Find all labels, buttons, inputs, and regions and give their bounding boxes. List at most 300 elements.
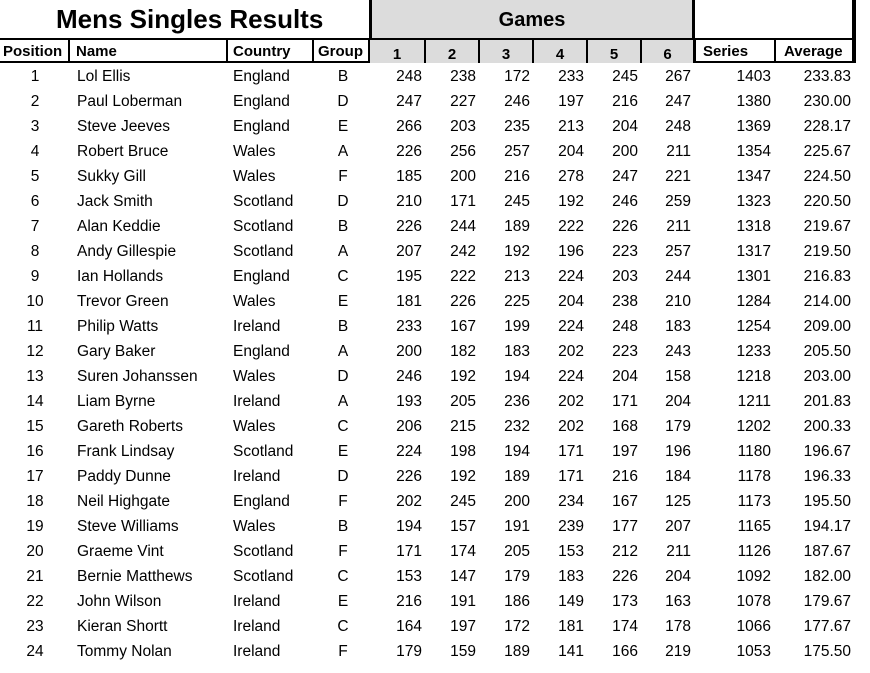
table-row xyxy=(0,239,856,264)
name-cell: Steve Jeeves xyxy=(77,118,171,135)
game-2-score-cell: 256 xyxy=(450,143,476,160)
position-cell: 16 xyxy=(26,443,44,460)
series-cell: 1233 xyxy=(736,343,771,360)
position-cell: 18 xyxy=(26,493,44,510)
position-cell: 13 xyxy=(26,368,44,385)
game-2-score-cell: 238 xyxy=(450,68,476,85)
game-5-score-cell: 247 xyxy=(612,168,638,185)
game-1-score-cell: 200 xyxy=(396,343,422,360)
position-cell: 4 xyxy=(30,143,40,160)
game-1-score-cell: 195 xyxy=(396,268,422,285)
game-4-score-cell: 239 xyxy=(558,518,584,535)
name-cell: Alan Keddie xyxy=(77,218,161,235)
game-1-score-cell: 266 xyxy=(396,118,422,135)
game-3-score-cell: 189 xyxy=(504,218,530,235)
country-cell: Ireland xyxy=(233,593,281,610)
name-cell: Jack Smith xyxy=(77,193,153,210)
game-4-score-cell: 213 xyxy=(558,118,584,135)
game-5-score-cell: 248 xyxy=(612,318,638,335)
name-cell: Liam Byrne xyxy=(77,393,156,410)
position-cell: 5 xyxy=(30,168,40,185)
game-5-score-cell: 212 xyxy=(612,543,638,560)
game-2-score-cell: 215 xyxy=(450,418,476,435)
name-cell: Lol Ellis xyxy=(77,68,131,85)
game-6-score-cell: 125 xyxy=(665,493,691,510)
game-1-score-cell: 248 xyxy=(396,68,422,85)
game-6-score-cell: 267 xyxy=(665,68,691,85)
game-6-score-cell: 158 xyxy=(665,368,691,385)
game-4-score-cell: 204 xyxy=(558,143,584,160)
game-5-score-cell: 223 xyxy=(612,343,638,360)
header-game-6: 6 xyxy=(642,40,696,63)
game-6-score-cell: 178 xyxy=(665,618,691,635)
game-3-score-cell: 216 xyxy=(504,168,530,185)
series-cell: 1126 xyxy=(737,543,771,560)
series-cell: 1354 xyxy=(736,143,771,160)
country-cell: Ireland xyxy=(233,468,281,485)
game-5-score-cell: 203 xyxy=(612,268,638,285)
game-5-score-cell: 238 xyxy=(612,293,638,310)
position-cell: 11 xyxy=(26,318,44,335)
game-3-score-cell: 232 xyxy=(504,418,530,435)
table-row xyxy=(0,439,856,464)
game-1-score-cell: 185 xyxy=(396,168,422,185)
game-5-score-cell: 216 xyxy=(612,93,638,110)
game-6-score-cell: 247 xyxy=(665,93,691,110)
game-1-score-cell: 226 xyxy=(396,143,422,160)
series-cell: 1254 xyxy=(736,318,771,335)
average-cell: 175.50 xyxy=(803,643,851,660)
game-5-score-cell: 216 xyxy=(612,468,638,485)
average-cell: 220.50 xyxy=(803,193,851,210)
country-cell: Wales xyxy=(233,368,276,385)
game-3-score-cell: 194 xyxy=(504,368,530,385)
game-6-score-cell: 211 xyxy=(666,543,691,560)
series-cell: 1053 xyxy=(736,643,771,660)
game-3-score-cell: 189 xyxy=(504,468,530,485)
game-6-score-cell: 219 xyxy=(665,643,691,660)
game-3-score-cell: 194 xyxy=(504,443,530,460)
game-3-score-cell: 246 xyxy=(504,93,530,110)
game-6-score-cell: 248 xyxy=(665,118,691,135)
country-cell: Scotland xyxy=(233,443,294,460)
game-4-score-cell: 141 xyxy=(558,643,584,660)
group-cell: D xyxy=(337,93,349,110)
game-5-score-cell: 168 xyxy=(612,418,638,435)
position-cell: 19 xyxy=(26,518,44,535)
country-cell: England xyxy=(233,118,290,135)
name-cell: Paddy Dunne xyxy=(77,468,171,485)
table-row xyxy=(0,189,856,214)
average-cell: 219.50 xyxy=(803,243,851,260)
game-6-score-cell: 259 xyxy=(665,193,691,210)
game-3-score-cell: 191 xyxy=(504,518,530,535)
average-cell: 216.83 xyxy=(803,268,851,285)
game-3-score-cell: 172 xyxy=(504,68,530,85)
average-cell: 230.00 xyxy=(803,93,851,110)
name-cell: Trevor Green xyxy=(77,293,169,310)
average-cell: 182.00 xyxy=(803,568,851,585)
group-cell: A xyxy=(337,343,349,360)
game-6-score-cell: 184 xyxy=(665,468,691,485)
table-row xyxy=(0,114,856,139)
blank-heading-block xyxy=(695,0,855,40)
game-5-score-cell: 204 xyxy=(612,368,638,385)
game-4-score-cell: 278 xyxy=(558,168,584,185)
group-cell: C xyxy=(337,568,349,585)
game-5-score-cell: 174 xyxy=(612,618,638,635)
name-cell: Paul Loberman xyxy=(77,93,183,110)
game-6-score-cell: 207 xyxy=(665,518,691,535)
series-cell: 1318 xyxy=(736,218,771,235)
group-cell: B xyxy=(337,68,349,85)
series-cell: 1380 xyxy=(736,93,771,110)
series-cell: 1066 xyxy=(736,618,771,635)
group-cell: E xyxy=(337,118,349,135)
average-cell: 194.17 xyxy=(803,518,851,535)
country-cell: Scotland xyxy=(233,543,294,560)
country-cell: Wales xyxy=(233,418,276,435)
group-cell: F xyxy=(338,643,348,660)
game-1-score-cell: 181 xyxy=(396,293,422,310)
game-1-score-cell: 193 xyxy=(396,393,422,410)
right-border xyxy=(852,0,856,40)
game-2-score-cell: 242 xyxy=(450,243,476,260)
name-cell: Sukky Gill xyxy=(77,168,146,185)
table-row xyxy=(0,564,856,589)
series-cell: 1178 xyxy=(737,468,771,485)
group-cell: E xyxy=(337,593,349,610)
series-cell: 1211 xyxy=(737,393,771,410)
game-6-score-cell: 179 xyxy=(665,418,691,435)
game-5-score-cell: 166 xyxy=(612,643,638,660)
games-heading: Games xyxy=(498,9,566,31)
group-cell: A xyxy=(337,393,349,410)
game-1-score-cell: 224 xyxy=(396,443,422,460)
header-average: Average xyxy=(776,40,856,63)
header-game-1: 1 xyxy=(370,40,426,63)
game-3-score-cell: 189 xyxy=(504,643,530,660)
game-4-score-cell: 222 xyxy=(558,218,584,235)
country-cell: Scotland xyxy=(233,218,294,235)
game-4-score-cell: 202 xyxy=(558,418,584,435)
game-2-score-cell: 205 xyxy=(450,393,476,410)
game-1-score-cell: 207 xyxy=(396,243,422,260)
table-row xyxy=(0,89,856,114)
group-cell: C xyxy=(337,618,349,635)
page-title: Mens Singles Results xyxy=(56,4,324,34)
table-row xyxy=(0,414,856,439)
game-3-score-cell: 225 xyxy=(504,293,530,310)
results-table-body xyxy=(0,64,856,664)
game-2-score-cell: 167 xyxy=(450,318,476,335)
game-3-score-cell: 199 xyxy=(504,318,530,335)
game-1-score-cell: 153 xyxy=(396,568,422,585)
country-cell: England xyxy=(233,68,290,85)
table-row xyxy=(0,614,856,639)
group-cell: C xyxy=(337,268,349,285)
game-2-score-cell: 244 xyxy=(450,218,476,235)
average-cell: 203.00 xyxy=(803,368,851,385)
game-1-score-cell: 216 xyxy=(396,593,422,610)
table-row xyxy=(0,314,856,339)
country-cell: England xyxy=(233,268,290,285)
average-cell: 214.00 xyxy=(803,293,851,310)
country-cell: Ireland xyxy=(233,618,281,635)
country-cell: England xyxy=(233,493,290,510)
game-4-score-cell: 171 xyxy=(558,443,584,460)
game-4-score-cell: 204 xyxy=(558,293,584,310)
game-4-score-cell: 171 xyxy=(558,468,584,485)
game-1-score-cell: 194 xyxy=(396,518,422,535)
table-row xyxy=(0,389,856,414)
game-4-score-cell: 233 xyxy=(558,68,584,85)
group-cell: B xyxy=(337,518,349,535)
game-1-score-cell: 164 xyxy=(396,618,422,635)
position-cell: 9 xyxy=(30,268,40,285)
game-3-score-cell: 205 xyxy=(504,543,530,560)
series-cell: 1317 xyxy=(736,243,771,260)
average-cell: 219.67 xyxy=(803,218,851,235)
game-1-score-cell: 226 xyxy=(396,468,422,485)
position-cell: 15 xyxy=(26,418,44,435)
column-header-row xyxy=(0,38,856,63)
games-heading-block xyxy=(369,0,695,40)
game-2-score-cell: 157 xyxy=(450,518,476,535)
series-cell: 1078 xyxy=(736,593,771,610)
game-4-score-cell: 181 xyxy=(558,618,584,635)
table-row xyxy=(0,64,856,89)
game-3-score-cell: 236 xyxy=(504,393,530,410)
group-cell: D xyxy=(337,468,349,485)
country-cell: England xyxy=(233,93,290,110)
game-2-score-cell: 227 xyxy=(450,93,476,110)
position-cell: 10 xyxy=(26,293,44,310)
header-game-3: 3 xyxy=(480,40,534,63)
series-cell: 1092 xyxy=(736,568,771,585)
game-2-score-cell: 245 xyxy=(450,493,476,510)
position-cell: 22 xyxy=(26,593,44,610)
table-row xyxy=(0,139,856,164)
name-cell: Bernie Matthews xyxy=(77,568,193,585)
series-cell: 1180 xyxy=(737,443,771,460)
country-cell: Ireland xyxy=(233,393,281,410)
group-cell: E xyxy=(337,443,349,460)
game-4-score-cell: 196 xyxy=(558,243,584,260)
header-position: Position xyxy=(0,40,70,63)
series-cell: 1301 xyxy=(736,268,771,285)
average-cell: 224.50 xyxy=(803,168,851,185)
position-cell: 20 xyxy=(26,543,44,560)
group-cell: F xyxy=(338,543,348,560)
series-cell: 1218 xyxy=(736,368,771,385)
game-3-score-cell: 186 xyxy=(504,593,530,610)
country-cell: Scotland xyxy=(233,568,294,585)
title-block xyxy=(0,0,370,40)
game-3-score-cell: 213 xyxy=(504,268,530,285)
position-cell: 24 xyxy=(26,643,44,660)
group-cell: A xyxy=(337,143,349,160)
game-1-score-cell: 226 xyxy=(396,218,422,235)
position-cell: 8 xyxy=(30,243,40,260)
game-6-score-cell: 196 xyxy=(665,443,691,460)
table-row xyxy=(0,339,856,364)
country-cell: Wales xyxy=(233,168,276,185)
game-2-score-cell: 200 xyxy=(450,168,476,185)
country-cell: Scotland xyxy=(233,193,294,210)
series-cell: 1284 xyxy=(736,293,771,310)
game-4-score-cell: 149 xyxy=(558,593,584,610)
average-cell: 228.17 xyxy=(803,118,851,135)
game-6-score-cell: 204 xyxy=(665,568,691,585)
game-2-score-cell: 159 xyxy=(450,643,476,660)
game-6-score-cell: 211 xyxy=(666,218,691,235)
table-row xyxy=(0,589,856,614)
table-row xyxy=(0,514,856,539)
game-5-score-cell: 246 xyxy=(612,193,638,210)
game-4-score-cell: 224 xyxy=(558,318,584,335)
game-5-score-cell: 197 xyxy=(612,443,638,460)
group-cell: A xyxy=(337,243,349,260)
average-cell: 201.83 xyxy=(803,393,851,410)
average-cell: 233.83 xyxy=(803,68,851,85)
game-6-score-cell: 243 xyxy=(665,343,691,360)
game-1-score-cell: 233 xyxy=(396,318,422,335)
name-cell: Robert Bruce xyxy=(77,143,169,160)
game-6-score-cell: 221 xyxy=(665,168,691,185)
position-cell: 14 xyxy=(26,393,44,410)
average-cell: 195.50 xyxy=(803,493,851,510)
game-2-score-cell: 174 xyxy=(450,543,476,560)
header-group: Group xyxy=(314,40,370,63)
average-cell: 200.33 xyxy=(803,418,851,435)
name-cell: Steve Williams xyxy=(77,518,179,535)
header-game-5: 5 xyxy=(588,40,642,63)
series-cell: 1173 xyxy=(737,493,771,510)
group-cell: B xyxy=(337,218,349,235)
series-cell: 1323 xyxy=(736,193,771,210)
average-cell: 179.67 xyxy=(803,593,851,610)
table-row xyxy=(0,164,856,189)
country-cell: Wales xyxy=(233,143,276,160)
average-cell: 177.67 xyxy=(803,618,851,635)
group-cell: E xyxy=(337,293,349,310)
position-cell: 3 xyxy=(30,118,40,135)
average-cell: 196.67 xyxy=(803,443,851,460)
game-5-score-cell: 204 xyxy=(612,118,638,135)
game-3-score-cell: 179 xyxy=(504,568,530,585)
name-cell: Tommy Nolan xyxy=(77,643,172,660)
game-2-score-cell: 191 xyxy=(450,593,476,610)
position-cell: 1 xyxy=(30,68,40,85)
average-cell: 205.50 xyxy=(803,343,851,360)
header-series: Series xyxy=(696,40,776,63)
game-6-score-cell: 257 xyxy=(665,243,691,260)
game-5-score-cell: 177 xyxy=(612,518,638,535)
game-4-score-cell: 153 xyxy=(558,543,584,560)
group-cell: F xyxy=(338,493,348,510)
game-1-score-cell: 206 xyxy=(396,418,422,435)
game-5-score-cell: 226 xyxy=(612,568,638,585)
game-5-score-cell: 226 xyxy=(612,218,638,235)
game-2-score-cell: 198 xyxy=(450,443,476,460)
group-cell: D xyxy=(337,193,349,210)
game-3-score-cell: 200 xyxy=(504,493,530,510)
game-5-score-cell: 245 xyxy=(612,68,638,85)
position-cell: 12 xyxy=(26,343,44,360)
game-5-score-cell: 173 xyxy=(612,593,638,610)
game-5-score-cell: 171 xyxy=(612,393,638,410)
group-cell: C xyxy=(337,418,349,435)
name-cell: Frank Lindsay xyxy=(77,443,175,460)
game-2-score-cell: 171 xyxy=(450,193,476,210)
name-cell: Kieran Shortt xyxy=(77,618,168,635)
game-4-score-cell: 202 xyxy=(558,343,584,360)
country-cell: England xyxy=(233,343,290,360)
header-game-2: 2 xyxy=(426,40,480,63)
position-cell: 23 xyxy=(26,618,44,635)
game-4-score-cell: 192 xyxy=(558,193,584,210)
header-country: Country xyxy=(228,40,314,63)
game-6-score-cell: 244 xyxy=(665,268,691,285)
game-6-score-cell: 211 xyxy=(666,143,691,160)
game-2-score-cell: 147 xyxy=(450,568,476,585)
average-cell: 209.00 xyxy=(803,318,851,335)
position-cell: 7 xyxy=(30,218,40,235)
game-2-score-cell: 197 xyxy=(450,618,476,635)
position-cell: 21 xyxy=(26,568,44,585)
game-1-score-cell: 246 xyxy=(396,368,422,385)
header-name: Name xyxy=(70,40,228,63)
name-cell: Philip Watts xyxy=(77,318,159,335)
name-cell: Gareth Roberts xyxy=(77,418,183,435)
game-4-score-cell: 197 xyxy=(558,93,584,110)
name-cell: Gary Baker xyxy=(77,343,156,360)
series-cell: 1403 xyxy=(736,68,771,85)
game-4-score-cell: 224 xyxy=(558,368,584,385)
game-6-score-cell: 163 xyxy=(665,593,691,610)
game-3-score-cell: 235 xyxy=(504,118,530,135)
game-3-score-cell: 245 xyxy=(504,193,530,210)
country-cell: Wales xyxy=(233,518,276,535)
game-4-score-cell: 183 xyxy=(558,568,584,585)
group-cell: B xyxy=(337,318,349,335)
table-row xyxy=(0,264,856,289)
game-6-score-cell: 183 xyxy=(665,318,691,335)
group-cell: D xyxy=(337,368,349,385)
game-4-score-cell: 202 xyxy=(558,393,584,410)
table-row xyxy=(0,364,856,389)
table-row xyxy=(0,489,856,514)
name-cell: Graeme Vint xyxy=(77,543,164,560)
series-cell: 1202 xyxy=(736,418,771,435)
game-1-score-cell: 210 xyxy=(396,193,422,210)
game-6-score-cell: 210 xyxy=(665,293,691,310)
table-row xyxy=(0,214,856,239)
group-cell: F xyxy=(338,168,348,185)
country-cell: Wales xyxy=(233,293,276,310)
series-cell: 1369 xyxy=(736,118,771,135)
game-5-score-cell: 223 xyxy=(612,243,638,260)
game-4-score-cell: 224 xyxy=(558,268,584,285)
game-2-score-cell: 226 xyxy=(450,293,476,310)
game-3-score-cell: 192 xyxy=(504,243,530,260)
game-2-score-cell: 222 xyxy=(450,268,476,285)
game-1-score-cell: 171 xyxy=(396,543,422,560)
name-cell: John Wilson xyxy=(77,593,162,610)
game-2-score-cell: 182 xyxy=(450,343,476,360)
game-4-score-cell: 234 xyxy=(558,493,584,510)
